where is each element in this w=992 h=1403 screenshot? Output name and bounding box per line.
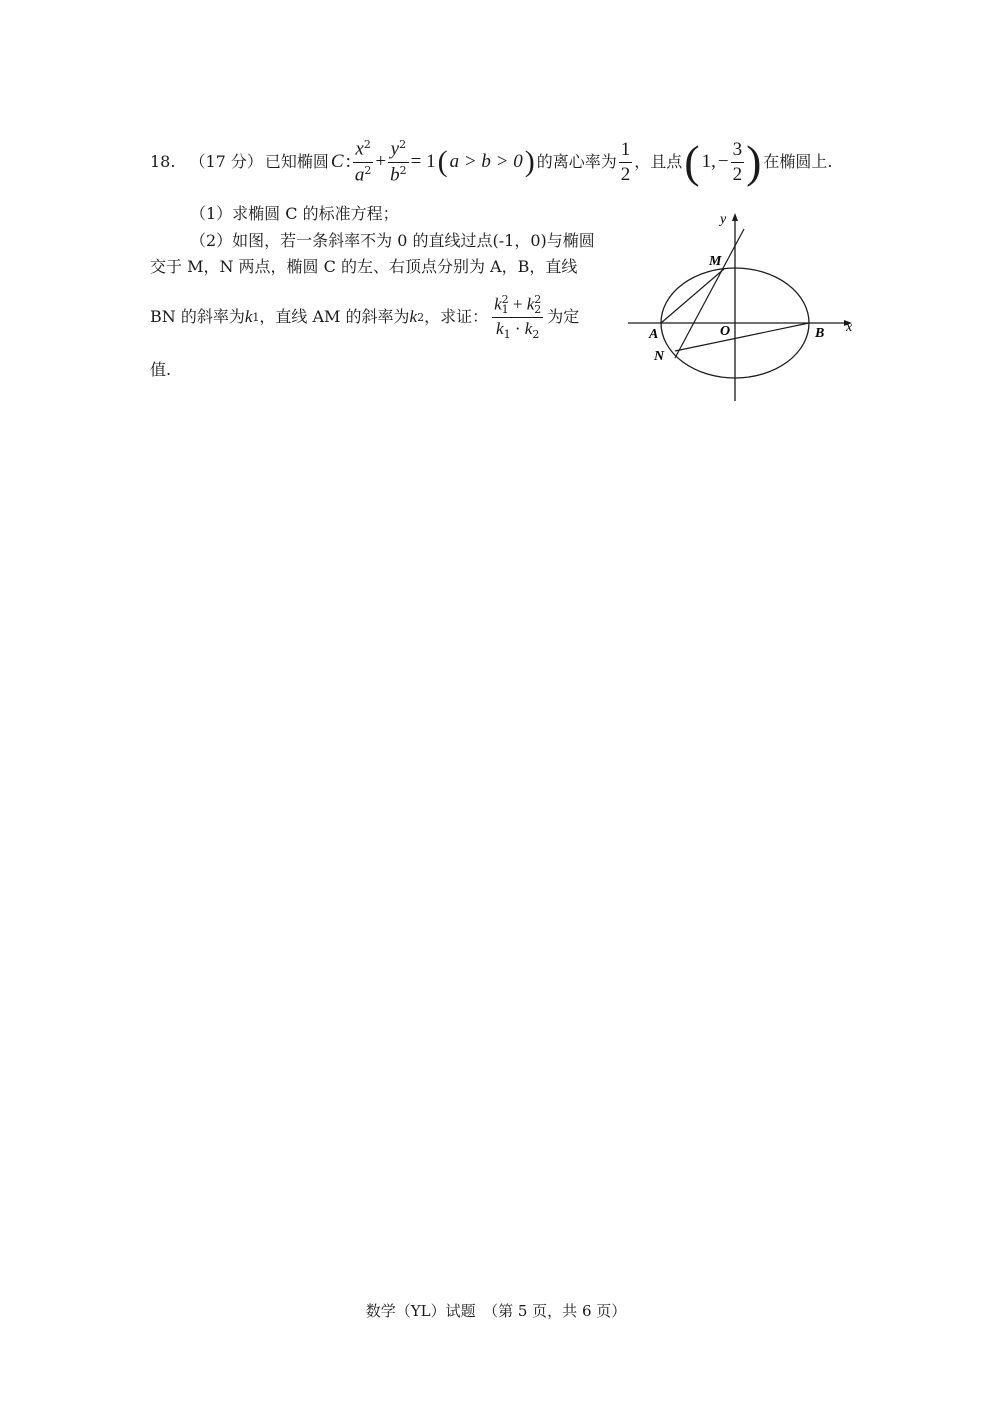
label-x: x [846, 320, 853, 335]
point-sign: − [717, 151, 729, 172]
part-2-line-2: 交于 M，N 两点，椭圆 C 的左、右顶点分别为 A，B，直线 [150, 257, 578, 276]
part-2-line-1: （2）如图，若一条斜率不为 0 的直线过点(-1，0)与椭圆 [190, 231, 595, 250]
label-m: M [709, 254, 722, 269]
label-n: N [654, 349, 665, 364]
label-b: B [815, 326, 825, 341]
equals-one: = 1 [410, 151, 436, 172]
part-1: （1）求椭圆 C 的标准方程； [190, 204, 399, 223]
plus-sign: + [375, 151, 387, 172]
curve-name: C [330, 151, 344, 172]
question-intro: 已知椭圆 [264, 152, 329, 171]
question-number: 18. [150, 152, 176, 171]
eccentricity-value: $\frac{1}{2}$ [620, 138, 631, 185]
part-2-line-3: BN 的斜率为 k 1 ，直线 AM 的斜率为 k 2 ，求证： $\frac{k^2_1 + k^2_2}{k_1 \cdot k_2}$ 为定 [150, 292, 580, 342]
question-18-statement: 18. （17 分） 已知椭圆 C : $\frac{x^2}{a^2}$ + $\frac{y^2}{b^2}$ = 1 ( a > b > 0 ) 的离心率为 $\frac{1}{2}$ ，且点 ( 1, − $\frac{3}{2}$ ) 在椭圆上. [150, 136, 833, 187]
ellipse-figure [620, 205, 870, 405]
point-y: $\frac{3}{2}$ [732, 138, 743, 185]
part-2-line-4: 值. [150, 360, 172, 379]
point-x: 1, [701, 151, 716, 172]
fraction-y-over-b: $\frac{y^2}{b^2}$ [390, 138, 407, 185]
eccentricity-text: 的离心率为 [536, 152, 617, 171]
fraction-x-over-a: $\frac{x^2}{a^2}$ [354, 138, 372, 185]
ratio-fraction: $\frac{k^2_1 + k^2_2}{k_1 \cdot k_2}$ [494, 292, 542, 342]
label-o: O [720, 324, 731, 339]
colon: : [345, 151, 351, 172]
line-bn [675, 323, 809, 351]
label-y: y [720, 212, 727, 227]
on-ellipse-text: 在椭圆上. [763, 152, 833, 171]
label-a: A [649, 327, 659, 342]
question-score: （17 分） [189, 152, 263, 171]
y-axis-arrow-icon [732, 213, 738, 221]
condition: a > b > 0 [449, 151, 523, 172]
page-footer: 数学（YL）试题 （第 5 页，共 6 页） [365, 1302, 627, 1320]
point-text: ，且点 [634, 152, 683, 171]
